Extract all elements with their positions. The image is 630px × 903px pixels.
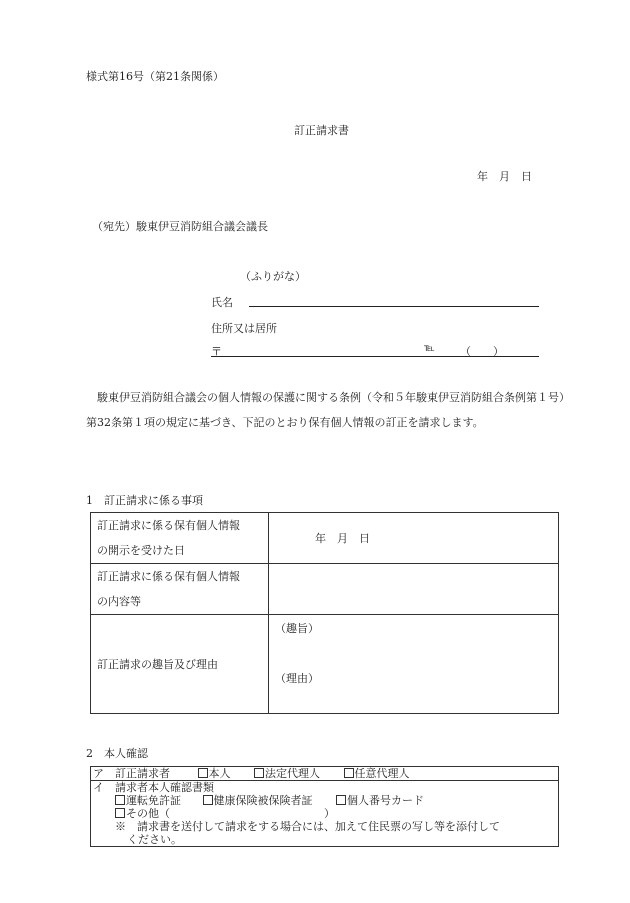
table-row (91, 615, 559, 714)
tel-mark: ℡ (424, 343, 435, 354)
tel-paren: （ ） (460, 345, 504, 358)
purpose-label: （趣旨） (275, 622, 319, 635)
table-cell (91, 564, 269, 615)
address-underline (211, 356, 539, 357)
option-legal-rep: 法定代理人 (265, 767, 320, 780)
checkbox-other[interactable] (115, 808, 125, 818)
checkbox-self[interactable] (198, 768, 208, 778)
checkbox-voluntary-rep[interactable] (344, 768, 354, 778)
page-title: 訂正請求書 (294, 124, 349, 137)
table-cell (91, 615, 269, 714)
table-row (91, 513, 559, 564)
checkbox-drivers-license[interactable] (115, 795, 125, 805)
table-cell (269, 564, 559, 615)
table-row (91, 781, 559, 847)
row1-label-a: 訂正請求に係る保有個人情報 (97, 519, 240, 532)
furigana-label: （ふりがな） (240, 270, 306, 283)
option-voluntary-rep: 任意代理人 (354, 767, 410, 780)
request-details-table (90, 512, 559, 714)
row3-label: 訂正請求の趣旨及び理由 (97, 657, 218, 671)
row2-label-b: の内容等 (97, 595, 141, 608)
section1-heading: 1 訂正請求に係る事項 (86, 494, 203, 507)
table-row (91, 564, 559, 615)
option-other: その他（ ） (126, 807, 335, 820)
checkbox-my-number-card[interactable] (336, 795, 346, 805)
row1-label-b: の開示を受けた日 (97, 544, 185, 557)
form-number: 様式第16号（第21条関係） (86, 70, 224, 83)
body-text: 駿東伊豆消防組合議会の個人情報の保護に関する条例（令和５年駿東伊豆消防組合条例第１号）第32条第１項の規定に基づき、下記のとおり保有個人情報の訂正を請求します。 (86, 391, 565, 429)
table-row (91, 767, 559, 781)
postal-mark: 〒 (211, 345, 222, 358)
table-cell (269, 513, 559, 564)
addressee: （宛先）駿東伊豆消防組合議会議長 (92, 220, 268, 233)
option-my-number-card: 個人番号カード (347, 794, 424, 807)
row2-label-a: 訂正請求に係る保有個人情報 (97, 570, 240, 583)
name-label: 氏名 (211, 296, 233, 309)
name-underline (249, 306, 539, 307)
option-drivers-license: 運転免許証 (126, 794, 181, 807)
table-cell (269, 615, 559, 714)
table-cell (91, 781, 559, 847)
disclosure-date: 年 月 日 (315, 532, 370, 545)
requester-label: ア 訂正請求者 (93, 767, 170, 780)
table-cell (91, 767, 559, 781)
option-health-insurance: 健康保険被保険者証 (213, 794, 313, 807)
address-label: 住所又は居所 (211, 322, 277, 335)
id-docs-label: イ 請求者本人確認書類 (93, 781, 214, 794)
table-cell (91, 513, 269, 564)
note-line1: ※ 請求書を送付して請求をする場合には、加えて住民票の写し等を添付して (115, 820, 500, 833)
reason-label: （理由） (275, 672, 319, 685)
checkbox-legal-rep[interactable] (254, 768, 264, 778)
checkbox-health-insurance[interactable] (203, 795, 213, 805)
identity-check-table (90, 766, 559, 847)
section2-heading: 2 本人確認 (86, 747, 148, 760)
note-line2: ください。 (127, 833, 182, 846)
date-line: 年 月 日 (477, 170, 532, 183)
option-self: 本人 (208, 767, 231, 780)
